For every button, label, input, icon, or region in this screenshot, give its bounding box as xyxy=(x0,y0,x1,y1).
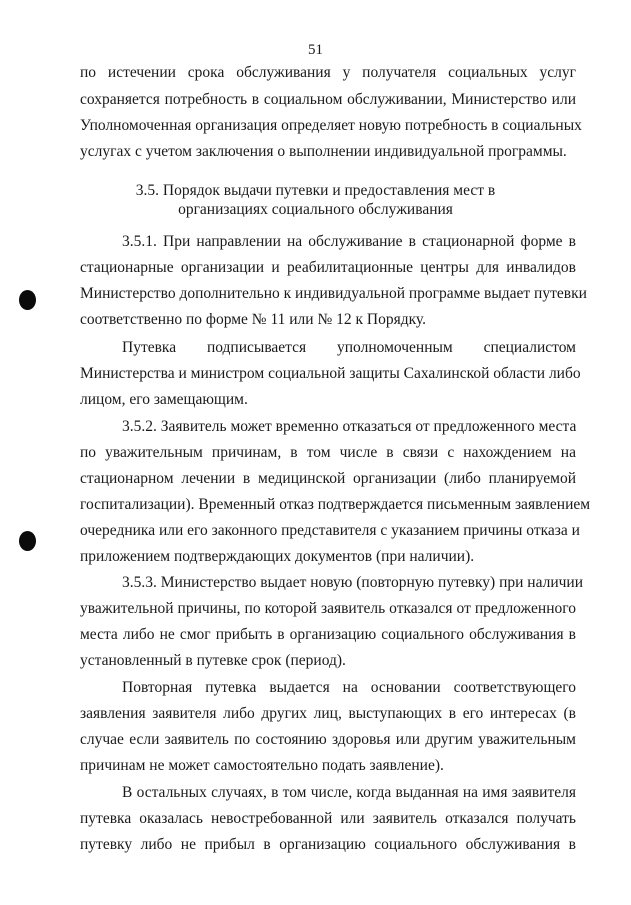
section-heading: организациях социального обслуживания xyxy=(178,201,453,218)
text-line: услугах с учетом заключения о выполнении индивидуальной программы. xyxy=(80,143,567,160)
text-line: по уважительным причинам, в том числе в связи с нахождением на xyxy=(80,444,576,461)
text-line: уважительной причины, по которой заявитель отказался от предложенного xyxy=(80,600,576,617)
text-line: лицом, его замещающим. xyxy=(80,391,248,408)
text-line: госпитализации). Временный отказ подтверждается письменным заявлением xyxy=(80,496,591,513)
punch-hole-bottom xyxy=(19,531,36,551)
text-line: В остальных случаях, в том числе, когда выданная на имя заявителя xyxy=(122,784,576,801)
text-line: соответственно по форме № 11 или № 12 к Порядку. xyxy=(80,311,426,328)
text-line: случае если заявитель по состоянию здоровья или другим уважительным xyxy=(80,731,576,748)
punch-hole-top xyxy=(19,290,36,310)
text-line: сохраняется потребность в социальном обслуживании, Министерство или xyxy=(80,91,576,108)
text-line: Путевка подписывается уполномоченным специалистом xyxy=(122,339,576,356)
text-line: 3.5.2. Заявитель может временно отказаться от предложенного места xyxy=(122,418,577,435)
text-line: очередника или его законного представителя с указанием причины отказа и xyxy=(80,522,580,539)
text-line: причинам не может самостоятельно подать заявление). xyxy=(80,757,444,774)
text-line: Уполномоченная организация определяет новую потребность в социальных xyxy=(80,117,582,134)
text-line: заявления заявителя либо других лиц, выступающих в его интересах (в xyxy=(80,705,576,722)
text-line: Министерство дополнительно к индивидуальной программе выдает путевки xyxy=(80,285,587,302)
text-line: путевка оказалась невостребованной или заявитель отказался получать xyxy=(80,810,576,827)
text-line: 3.5.1. При направлении на обслуживание в стационарной форме в xyxy=(122,233,576,250)
text-line: приложением подтверждающих документов (при наличии). xyxy=(80,548,475,565)
text-line: Министерства и министром социальной защиты Сахалинской области либо xyxy=(80,365,581,382)
page-number: 51 xyxy=(308,42,323,58)
text-line: 3.5.3. Министерство выдает новую (повторную путевку) при наличии xyxy=(122,574,584,591)
text-line: по истечении срока обслуживания у получателя социальных услуг xyxy=(80,64,576,81)
text-line: Повторная путевка выдается на основании соответствующего xyxy=(122,679,576,696)
text-line: путевку либо не прибыл в организацию социального обслуживания в xyxy=(80,836,576,853)
text-line: места либо не смог прибыть в организацию социального обслуживания в xyxy=(80,626,576,643)
text-line: установленный в путевке срок (период). xyxy=(80,652,346,669)
section-heading: 3.5. Порядок выдачи путевки и предоставления мест в xyxy=(135,182,496,199)
text-line: стационарные организации и реабилитационные центры для инвалидов xyxy=(80,259,576,276)
text-line: стационарном лечении в медицинской организации (либо планируемой xyxy=(80,470,576,487)
